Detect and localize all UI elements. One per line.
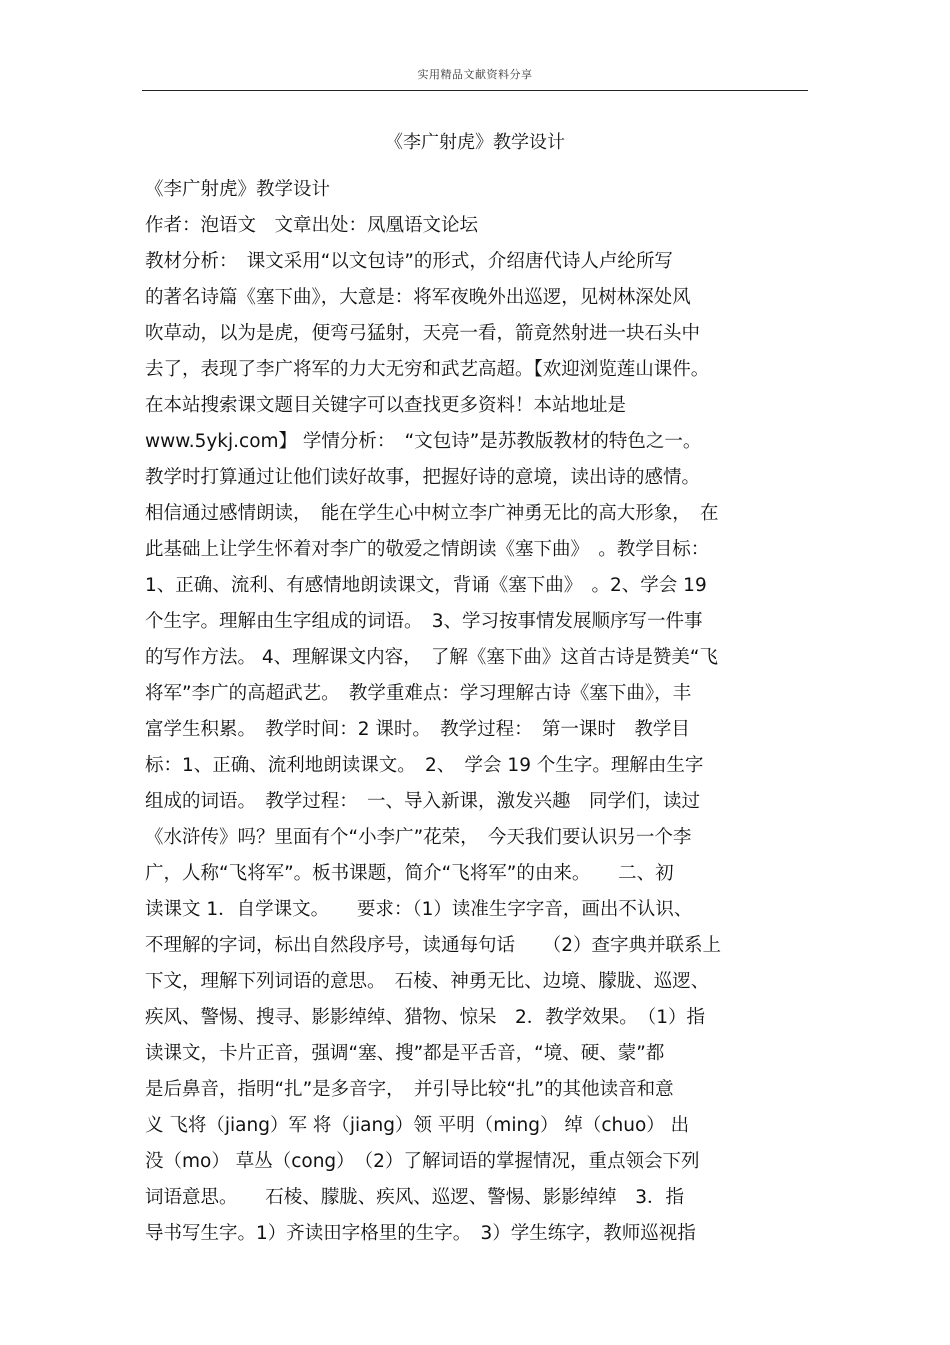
body-line: 个生字。理解由生字组成的词语。 3、学习按事情发展顺序写一件事 xyxy=(145,611,703,632)
body-line: 读课文 1．自学课文。 要求：（1）读准生字字音，画出不认识、 xyxy=(145,899,693,920)
body-line: 读课文，卡片正音，强调“塞、搜”都是平舌音，“境、硬、蒙”都 xyxy=(145,1043,665,1064)
body-line: 不理解的字词，标出自然段序号，读通每句话 （2）查字典并联系上 xyxy=(145,935,722,956)
body-line: 导书写生字。1）齐读田字格里的生字。 3）学生练字，教师巡视指 xyxy=(145,1223,696,1244)
body-line: 的写作方法。 4、理解课文内容， 了解《塞下曲》这首古诗是赞美“飞 xyxy=(145,647,718,668)
body-line: www.5ykj.com】 学情分析： “文包诗”是苏教版教材的特色之一。 xyxy=(145,431,702,452)
body-line: 教学时打算通过让他们读好故事，把握好诗的意境，读出诗的感情。 xyxy=(145,467,701,488)
body-line: 没（mo） 草丛（cong） （2）了解词语的掌握情况，重点领会下列 xyxy=(145,1151,700,1172)
body-line: 的著名诗篇《塞下曲》，大意是：将军夜晚外出巡逻，见树林深处风 xyxy=(145,287,691,308)
body-line: 作者：泡语文 文章出处：凤凰语文论坛 xyxy=(145,215,479,236)
body-line: 吹草动，以为是虎，便弯弓猛射，天亮一看，箭竟然射进一块石头中 xyxy=(145,323,701,344)
body-line: 《水浒传》吗？里面有个“小李广”花荣， 今天我们要认识另一个李 xyxy=(145,827,692,848)
document-body xyxy=(145,172,810,1252)
body-line: 教材分析： 课文采用“以文包诗”的形式，介绍唐代诗人卢纶所写 xyxy=(145,251,673,272)
body-line: 在本站搜索课文题目关键字可以查找更多资料！本站地址是 xyxy=(145,395,627,416)
body-line: 下文，理解下列词语的意思。 石棱、神勇无比、边境、朦胧、巡逻、 xyxy=(145,971,710,992)
body-line: 此基础上让学生怀着对李广的敬爱之情朗读《塞下曲》 。教学目标： xyxy=(145,539,710,560)
body-line: 广，人称“飞将军”。板书课题，简介“飞将军”的由来。 二、初 xyxy=(145,863,674,884)
body-line: 将军”李广的高超武艺。 教学重难点：学习理解古诗《塞下曲》，丰 xyxy=(145,683,692,704)
body-line: 标：1、正确、流利地朗读课文。 2、 学会 19 个生字。理解由生字 xyxy=(145,755,704,776)
body-line: 是后鼻音，指明“扎”是多音字， 并引导比较“扎”的其他读音和意 xyxy=(145,1079,674,1100)
body-line: 去了，表现了李广将军的力大无穷和武艺高超。【欢迎浏览莲山课件。 xyxy=(145,359,710,380)
body-line: 组成的词语。 教学过程： 一、导入新课，激发兴趣 同学们，读过 xyxy=(145,791,701,812)
body-line: 《李广射虎》教学设计 xyxy=(145,179,331,200)
body-line: 1、正确、流利、有感情地朗读课文，背诵《塞下曲》 。2、学会 19 xyxy=(145,575,707,596)
body-line: 义 飞将（jiang）军 将（jiang）领 平明（ming） 绰（chuo） 出 xyxy=(145,1115,690,1136)
document-title: 《李广射虎》教学设计 xyxy=(385,132,565,153)
body-line: 疾风、警惕、搜寻、影影绰绰、猎物、惊呆 2．教学效果。 （1）指 xyxy=(145,1007,706,1028)
body-line: 相信通过感情朗读， 能在学生心中树立李广神勇无比的高大形象， 在 xyxy=(145,503,719,524)
running-header: 实用精品文献资料分享 xyxy=(417,68,533,81)
header-divider xyxy=(142,90,808,91)
body-line: 词语意思。 石棱、朦胧、疾风、巡逻、警惕、影影绰绰 3．指 xyxy=(145,1187,685,1208)
body-line: 富学生积累。 教学时间：2 课时。 教学过程： 第一课时 教学目 xyxy=(145,719,690,740)
